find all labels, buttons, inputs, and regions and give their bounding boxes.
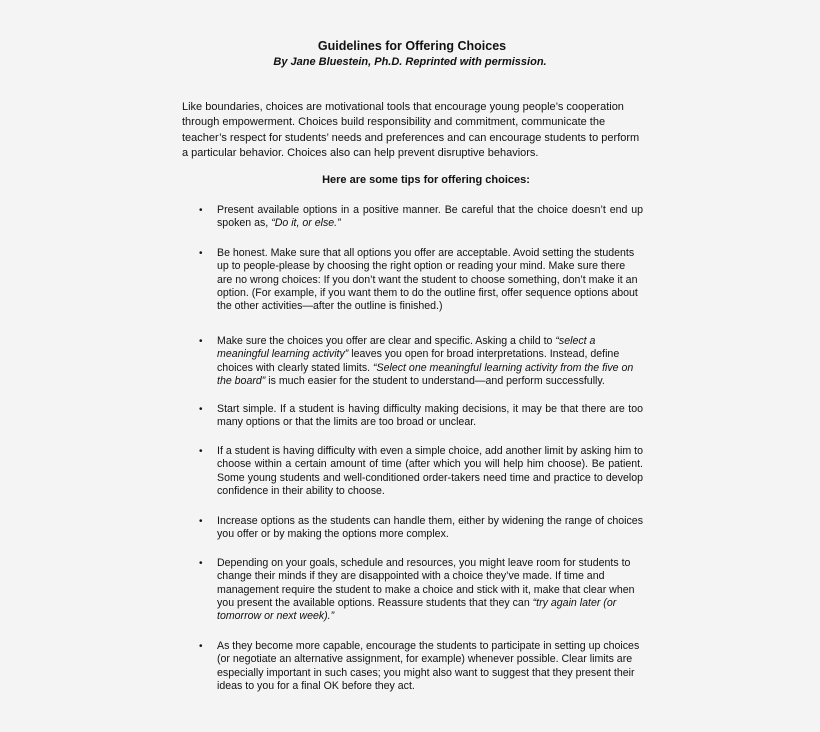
author-byline: By Jane Bluestein, Ph.D. Reprinted with permission.: [273, 56, 547, 68]
tip-text: As they become more capable, encourage the students to participate in setting up choices (or negotiate an alternative assignment, for example) whenever possible. Clear limits are especially important in such cases; you might also want to suggest that they present their ideas to you for a final OK before they act.: [217, 640, 640, 692]
tip-text: If a student is having difficulty with even a simple choice, add another limit by asking him to choose within a certain amount of time (after which you will help him choose). Be patient. Some young students and well-conditioned order-takers need time and practice to develop confidence in their ability to choose.: [217, 445, 643, 497]
tip-text: Present available options in a positive manner. Be careful that the choice doesn’t end up spoken as, “Do it, or else.”: [217, 204, 643, 230]
bullet-icon: •: [199, 248, 203, 259]
bullet-icon: •: [199, 404, 203, 415]
tip-item-2: [199, 247, 643, 313]
tip-item-6: [199, 515, 643, 542]
bullet-icon: •: [199, 446, 203, 457]
tip-item-4: [199, 403, 643, 430]
tip-item-1: [199, 204, 643, 231]
tip-text: Make sure the choices you offer are clear and specific. Asking a child to “select a meaningful learning activity” leaves you open for broad interpretations. Instead, define choices with clearly stated limits. “Select one meaningful learning activity from the five on the board” is much easier for the student to understand—and perform successfully.: [217, 335, 634, 387]
bullet-icon: •: [199, 516, 203, 527]
intro-paragraph: Like boundaries, choices are motivational tools that encourage young people’s cooperation through empowerment. Choices build responsibility and commitment, communicate the teacher’s respect for students’ needs and preferences and can encourage students to perform a particular behavior. Choices also can help prevent disruptive behaviors.: [182, 101, 640, 160]
tip-text: Be honest. Make sure that all options you offer are acceptable. Avoid setting the students up to people-please by choosing the right option or reading your mind. Make sure there are no wrong choices: If you don’t want the student to choose something, don’t make it an option. (For example, if you want them to do the outline first, offer sequence options about the other activities—after the outline is finished.): [217, 247, 638, 313]
tip-item-5: [199, 445, 643, 498]
bullet-icon: •: [199, 558, 203, 569]
tip-item-3: [199, 335, 643, 388]
page-title: Guidelines for Offering Choices: [317, 39, 507, 53]
tip-text: Depending on your goals, schedule and resources, you might leave room for students to change their minds if they are disappointed with a choice they’ve made. If time and management require the student to make a choice and stick with it, make that clear when you present the available options. Reassure students that they can “try again later (or tomorrow or next week).”: [217, 557, 635, 623]
tip-item-8: [199, 640, 643, 693]
bullet-icon: •: [199, 205, 203, 216]
bullet-icon: •: [199, 641, 203, 652]
tip-item-7: [199, 557, 643, 623]
tip-text: Start simple. If a student is having difficulty making decisions, it may be that there are too many options or that the limits are too broad or unclear.: [217, 403, 643, 429]
tip-text: Increase options as the students can handle them, either by widening the range of choices you offer or by making the options more complex.: [217, 515, 643, 541]
tips-heading: Here are some tips for offering choices:: [322, 174, 530, 186]
bullet-icon: •: [199, 336, 203, 347]
